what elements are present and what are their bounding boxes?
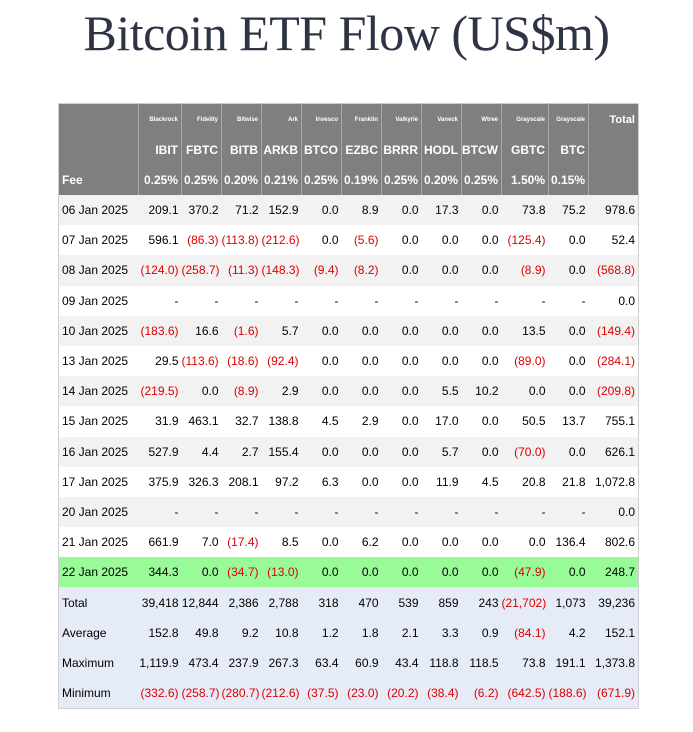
summary-cell: 9.2 — [222, 618, 262, 648]
summary-cell: (20.2) — [382, 678, 422, 709]
date-cell: 06 Jan 2025 — [59, 195, 139, 225]
summary-cell: (642.5) — [502, 678, 549, 709]
flow-cell: 0.0 — [302, 557, 342, 587]
flow-cell: (86.3) — [187, 233, 219, 248]
row-total-cell: 0.0 — [618, 293, 635, 308]
flow-cell: (219.5) — [139, 376, 182, 406]
table-row — [59, 467, 639, 497]
table-row — [59, 286, 639, 316]
flow-cell: 0.0 — [502, 376, 549, 406]
flow-cell: 208.1 — [228, 474, 259, 489]
flow-cell: 0.0 — [549, 376, 589, 406]
flow-cell: 0.0 — [462, 255, 502, 285]
summary-cell: 10.8 — [262, 618, 302, 648]
flow-cell: 0.0 — [549, 557, 589, 587]
summary-cell: (212.6) — [262, 678, 302, 709]
flow-cell: - — [182, 497, 222, 527]
ticker-row — [59, 135, 639, 165]
flow-cell: 0.0 — [401, 535, 419, 550]
summary-cell: (6.2) — [462, 678, 502, 709]
fee-row — [59, 165, 639, 195]
flow-cell: - — [462, 497, 502, 527]
summary-cell: (671.9) — [589, 678, 639, 709]
ticker-cell: BTC — [549, 135, 589, 165]
flow-cell: 0.0 — [549, 437, 589, 467]
flow-cell: - — [549, 497, 589, 527]
fee-cell: 0.25% — [139, 165, 182, 195]
row-total-cell: (149.4) — [589, 316, 639, 346]
flow-cell: (18.6) — [227, 354, 259, 369]
flow-cell: - — [139, 497, 182, 527]
flow-cell: 71.2 — [222, 195, 262, 225]
flow-cell: 5.7 — [422, 437, 462, 467]
issuer-cell: Franklin — [342, 104, 382, 136]
flow-cell: - — [382, 497, 422, 527]
flow-cell: 0.0 — [361, 354, 379, 369]
date-cell: 21 Jan 2025 — [62, 535, 129, 550]
flow-cell: 0.0 — [441, 535, 459, 550]
summary-cell: 1,373.8 — [589, 648, 639, 678]
flow-cell: 0.0 — [382, 437, 422, 467]
flow-cell: 0.0 — [382, 195, 422, 225]
summary-cell: 473.4 — [182, 648, 222, 678]
summary-cell: 1.8 — [342, 618, 382, 648]
table-row — [59, 497, 639, 527]
flow-cell: (5.6) — [353, 233, 379, 248]
summary-cell: 43.4 — [382, 648, 422, 678]
flow-cell: - — [222, 497, 262, 527]
flow-cell: - — [581, 293, 586, 308]
flow-cell: 0.0 — [462, 316, 502, 346]
flow-cell: (8.2) — [342, 255, 382, 285]
summary-label: Average — [59, 618, 139, 648]
etf-flow-table — [58, 103, 639, 709]
flow-cell: - — [494, 293, 499, 308]
summary-row — [59, 648, 639, 678]
flow-cell: 0.0 — [481, 233, 499, 248]
flow-cell: - — [254, 293, 259, 308]
fee-cell: 1.50% — [502, 165, 549, 195]
summary-cell: 191.1 — [549, 648, 589, 678]
flow-cell: (9.4) — [302, 255, 342, 285]
flow-cell: 5.7 — [262, 316, 302, 346]
flow-cell: - — [262, 497, 302, 527]
flow-cell: (17.4) — [227, 535, 259, 550]
issuer-cell: Grayscale — [549, 104, 589, 136]
flow-cell: 11.9 — [436, 474, 459, 489]
flow-cell: (113.6) — [181, 354, 219, 369]
ticker-cell: FBTC — [182, 135, 222, 165]
summary-cell: (38.4) — [422, 678, 462, 709]
flow-cell: 0.0 — [321, 354, 339, 369]
flow-cell: 0.0 — [321, 233, 339, 248]
flow-cell: 0.0 — [302, 376, 342, 406]
summary-cell: 118.8 — [422, 648, 462, 678]
table-row — [59, 376, 639, 406]
flow-cell: 0.0 — [182, 557, 222, 587]
flow-cell: 7.0 — [201, 535, 219, 550]
fee-total-cell — [589, 165, 639, 195]
summary-cell: (280.7) — [222, 678, 262, 709]
flow-cell: 0.0 — [382, 557, 422, 587]
flow-cell: 596.1 — [148, 233, 179, 248]
issuer-cell: Bitwise — [222, 104, 262, 136]
summary-cell: 237.9 — [222, 648, 262, 678]
summary-cell: 1.2 — [302, 618, 342, 648]
flow-cell: 0.0 — [568, 233, 586, 248]
flow-cell: - — [174, 293, 179, 308]
flow-cell: 209.1 — [139, 195, 182, 225]
summary-cell: 152.8 — [139, 618, 182, 648]
flow-cell: 0.0 — [342, 557, 382, 587]
flow-cell: 0.0 — [401, 233, 419, 248]
ticker-cell: GBTC — [502, 135, 549, 165]
summary-cell: (21,702) — [502, 587, 549, 617]
summary-cell: 539 — [382, 587, 422, 617]
summary-cell: (37.5) — [302, 678, 342, 709]
flow-cell: (13.0) — [262, 557, 302, 587]
fee-cell: 0.25% — [462, 165, 502, 195]
flow-cell: 50.5 — [522, 414, 546, 429]
flow-cell: - — [294, 293, 299, 308]
summary-cell: 39,418 — [139, 587, 182, 617]
flow-cell: 463.1 — [188, 414, 219, 429]
flow-cell: - — [454, 293, 459, 308]
fee-label: Fee — [59, 165, 139, 195]
flow-cell: 0.0 — [462, 557, 502, 587]
ticker-cell: BTCW — [462, 135, 502, 165]
flow-cell: 6.2 — [361, 535, 379, 550]
flow-cell: - — [302, 497, 342, 527]
flow-cell: 20.8 — [522, 474, 546, 489]
summary-cell: 63.4 — [302, 648, 342, 678]
issuer-cell: Fidelity — [182, 104, 222, 136]
flow-cell: 375.9 — [148, 474, 179, 489]
flow-cell: 152.9 — [262, 195, 302, 225]
flow-cell: (47.9) — [502, 557, 549, 587]
summary-label: Minimum — [59, 678, 139, 709]
ticker-corner-cell — [59, 135, 139, 165]
date-cell: 20 Jan 2025 — [59, 497, 139, 527]
flow-cell: 0.0 — [182, 376, 222, 406]
ticker-cell: EZBC — [342, 135, 382, 165]
flow-cell: 8.5 — [281, 535, 299, 550]
flow-cell: - — [342, 497, 382, 527]
flow-cell: 4.5 — [321, 414, 339, 429]
summary-cell: 152.1 — [589, 618, 639, 648]
flow-cell: 0.0 — [549, 316, 589, 346]
flow-cell: 32.7 — [235, 414, 259, 429]
summary-cell: 3.3 — [422, 618, 462, 648]
flow-cell: 0.0 — [302, 437, 342, 467]
issuer-cell: Valkyrie — [382, 104, 422, 136]
flow-cell: 10.2 — [462, 376, 502, 406]
date-cell: 14 Jan 2025 — [59, 376, 139, 406]
table-row — [59, 225, 639, 255]
table-row — [59, 316, 639, 346]
flow-cell: 0.0 — [361, 474, 379, 489]
flow-cell: 0.0 — [528, 535, 546, 550]
summary-cell: 243 — [462, 587, 502, 617]
summary-row — [59, 678, 639, 709]
flow-cell: (125.4) — [507, 233, 546, 248]
flow-cell: 0.0 — [401, 474, 419, 489]
fee-cell: 0.19% — [342, 165, 382, 195]
flow-cell: - — [374, 293, 379, 308]
fee-cell: 0.25% — [382, 165, 422, 195]
summary-cell: 0.9 — [462, 618, 502, 648]
flow-cell: 2.9 — [262, 376, 302, 406]
date-cell: 09 Jan 2025 — [62, 293, 129, 308]
table-row — [59, 527, 639, 557]
row-total-cell: 802.6 — [604, 535, 635, 550]
flow-cell: 0.0 — [481, 535, 499, 550]
row-total-cell: 626.1 — [589, 437, 639, 467]
flow-cell: (8.9) — [502, 255, 549, 285]
fee-cell: 0.20% — [422, 165, 462, 195]
flow-cell: 4.4 — [182, 437, 222, 467]
table-row-latest — [59, 557, 639, 587]
flow-cell: 97.2 — [275, 474, 299, 489]
flow-cell: 5.5 — [422, 376, 462, 406]
date-cell: 17 Jan 2025 — [62, 474, 129, 489]
issuer-cell: Vaneck — [422, 104, 462, 136]
flow-cell: 8.9 — [342, 195, 382, 225]
flow-cell: 155.4 — [262, 437, 302, 467]
flow-cell: - — [541, 293, 546, 308]
flow-cell: 73.8 — [502, 195, 549, 225]
row-total-cell: 755.1 — [604, 414, 635, 429]
flow-cell: (89.0) — [514, 354, 546, 369]
table-row — [59, 406, 639, 436]
flow-cell: (1.6) — [222, 316, 262, 346]
summary-row — [59, 587, 639, 617]
summary-row — [59, 618, 639, 648]
flow-cell: - — [414, 293, 419, 308]
summary-cell: 73.8 — [502, 648, 549, 678]
issuer-cell: Grayscale — [502, 104, 549, 136]
flow-cell: 31.9 — [155, 414, 179, 429]
flow-cell: 0.0 — [342, 437, 382, 467]
row-total-cell: (568.8) — [589, 255, 639, 285]
issuer-cell: Ark — [262, 104, 302, 136]
flow-cell: (212.6) — [261, 233, 300, 248]
table-row — [59, 195, 639, 225]
date-cell: 08 Jan 2025 — [59, 255, 139, 285]
flow-cell: 0.0 — [342, 376, 382, 406]
summary-cell: 118.5 — [462, 648, 502, 678]
date-cell: 16 Jan 2025 — [59, 437, 139, 467]
summary-cell: 49.8 — [182, 618, 222, 648]
flow-cell: 0.0 — [401, 354, 419, 369]
row-total-cell: 978.6 — [589, 195, 639, 225]
flow-cell: 138.8 — [268, 414, 299, 429]
date-cell: 22 Jan 2025 — [59, 557, 139, 587]
flow-cell: 0.0 — [382, 316, 422, 346]
ticker-total-cell — [589, 135, 639, 165]
issuer-cell: Wtree — [462, 104, 502, 136]
date-cell: 10 Jan 2025 — [59, 316, 139, 346]
flow-cell: 29.5 — [155, 354, 179, 369]
flow-cell: 0.0 — [382, 255, 422, 285]
table-row — [59, 437, 639, 467]
page-title: Bitcoin ETF Flow (US$m) — [83, 5, 610, 61]
flow-cell: 0.0 — [342, 316, 382, 346]
table-row — [59, 346, 639, 376]
ticker-cell: ARKB — [262, 135, 302, 165]
summary-cell: 267.3 — [262, 648, 302, 678]
flow-cell: (183.6) — [139, 316, 182, 346]
flow-cell: 21.8 — [562, 474, 586, 489]
flow-cell: (92.4) — [267, 354, 299, 369]
flow-cell: 4.5 — [481, 474, 499, 489]
ticker-cell: BITB — [222, 135, 262, 165]
flow-cell: (11.3) — [222, 255, 262, 285]
summary-cell: (23.0) — [342, 678, 382, 709]
issuer-row — [59, 104, 639, 136]
flow-cell: 0.0 — [382, 376, 422, 406]
total-header: Total — [589, 104, 639, 136]
ticker-cell: BTCO — [302, 135, 342, 165]
flow-cell: 13.5 — [502, 316, 549, 346]
row-total-cell: (209.8) — [589, 376, 639, 406]
summary-label: Total — [59, 587, 139, 617]
flow-cell: 2.9 — [361, 414, 379, 429]
flow-cell: - — [422, 497, 462, 527]
flow-cell: 0.0 — [568, 354, 586, 369]
summary-label: Maximum — [59, 648, 139, 678]
summary-cell: 1,073 — [549, 587, 589, 617]
flow-cell: (8.9) — [222, 376, 262, 406]
flow-cell: 13.7 — [562, 414, 586, 429]
flow-cell: 0.0 — [422, 316, 462, 346]
ticker-cell: HODL — [422, 135, 462, 165]
summary-cell: 12,844 — [182, 587, 222, 617]
row-total-cell: 52.4 — [611, 233, 635, 248]
issuer-corner-cell — [59, 104, 139, 136]
flow-cell: 0.0 — [481, 414, 499, 429]
summary-cell: 470 — [342, 587, 382, 617]
flow-cell: (113.8) — [221, 233, 259, 248]
flow-cell: 326.3 — [188, 474, 219, 489]
summary-cell: (258.7) — [182, 678, 222, 709]
flow-cell: - — [334, 293, 339, 308]
summary-cell: 859 — [422, 587, 462, 617]
flow-cell: 0.0 — [401, 414, 419, 429]
flow-cell: 0.0 — [302, 316, 342, 346]
row-total-cell: (284.1) — [596, 354, 635, 369]
summary-cell: 60.9 — [342, 648, 382, 678]
summary-cell: (84.1) — [502, 618, 549, 648]
flow-cell: 16.6 — [182, 316, 222, 346]
flow-cell: 17.0 — [435, 414, 459, 429]
flow-cell: 0.0 — [422, 557, 462, 587]
flow-cell: - — [502, 497, 549, 527]
fee-cell: 0.21% — [262, 165, 302, 195]
flow-cell: (258.7) — [182, 255, 222, 285]
summary-cell: 39,236 — [589, 587, 639, 617]
row-total-cell: 0.0 — [589, 497, 639, 527]
flow-cell: 2.7 — [222, 437, 262, 467]
flow-cell: 661.9 — [148, 535, 179, 550]
flow-cell: - — [214, 293, 219, 308]
flow-cell: (34.7) — [222, 557, 262, 587]
flow-cell: (148.3) — [262, 255, 302, 285]
flow-cell: 370.2 — [182, 195, 222, 225]
summary-cell: 2,788 — [262, 587, 302, 617]
date-cell: 15 Jan 2025 — [62, 414, 129, 429]
summary-cell: 4.2 — [549, 618, 589, 648]
row-total-cell: 248.7 — [589, 557, 639, 587]
summary-cell: (188.6) — [549, 678, 589, 709]
flow-cell: 0.0 — [302, 195, 342, 225]
date-cell: 07 Jan 2025 — [62, 233, 129, 248]
flow-cell: 0.0 — [462, 195, 502, 225]
flow-cell: 0.0 — [462, 437, 502, 467]
flow-cell: 0.0 — [321, 535, 339, 550]
flow-cell: 0.0 — [422, 255, 462, 285]
summary-cell: (332.6) — [139, 678, 182, 709]
flow-cell: 17.3 — [422, 195, 462, 225]
ticker-cell: BRRR — [382, 135, 422, 165]
flow-cell: 75.2 — [549, 195, 589, 225]
issuer-cell: Blackrock — [139, 104, 182, 136]
flow-cell: 527.9 — [139, 437, 182, 467]
flow-cell: 344.3 — [139, 557, 182, 587]
summary-cell: 318 — [302, 587, 342, 617]
flow-cell: 0.0 — [549, 255, 589, 285]
flow-cell: (70.0) — [502, 437, 549, 467]
fee-cell: 0.15% — [549, 165, 589, 195]
fee-cell: 0.25% — [182, 165, 222, 195]
flow-cell: (124.0) — [139, 255, 182, 285]
summary-cell: 1,119.9 — [139, 648, 182, 678]
table-row — [59, 255, 639, 285]
row-total-cell: 1,072.8 — [594, 474, 635, 489]
date-cell: 13 Jan 2025 — [62, 354, 129, 369]
summary-cell: 2.1 — [382, 618, 422, 648]
issuer-cell: Invesco — [302, 104, 342, 136]
flow-cell: 0.0 — [481, 354, 499, 369]
flow-cell: 0.0 — [441, 233, 459, 248]
flow-cell: 136.4 — [555, 535, 586, 550]
flow-cell: 0.0 — [441, 354, 459, 369]
flow-cell: 6.3 — [321, 474, 339, 489]
fee-cell: 0.20% — [222, 165, 262, 195]
ticker-cell: IBIT — [139, 135, 182, 165]
summary-cell: 2,386 — [222, 587, 262, 617]
fee-cell: 0.25% — [302, 165, 342, 195]
